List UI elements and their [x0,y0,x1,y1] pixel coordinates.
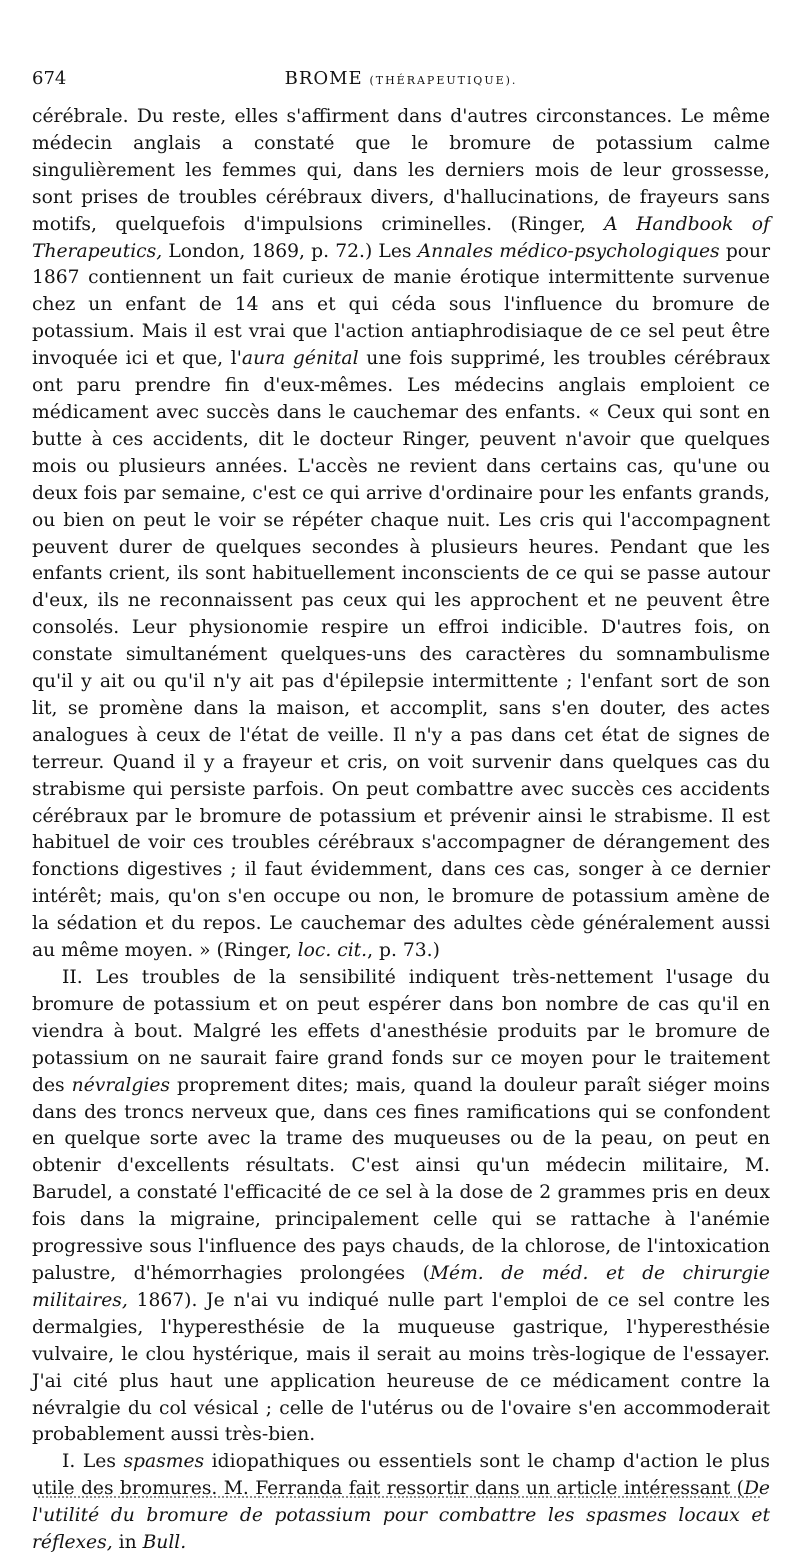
text-run: cérébrale. Du reste, elles s'affirment dans d'autres circonstances. Le même médecin anglais a constaté que le bromure de potassium calme singulièrement les femmes qui, dans les derniers mois de leur grossesse, sont prises de troubles cérébraux divers, d'hallucinations, de frayeurs sans motifs, quelquefois d'impulsions criminelles. (Ringer, [32,106,770,235]
italic-citation: Bull. [142,1532,187,1554]
running-head [32,64,770,96]
italic-term: aura génital [241,348,359,370]
italic-term: spasmes [123,1451,205,1473]
italic-term: névralgies [71,1074,170,1096]
page-number: 674 [32,68,67,89]
paragraph-sensibilite [32,965,770,1449]
italic-citation: Mém. de méd. et de chirurgie militaires, [32,1262,770,1311]
italic-citation: A Handbook of Therapeutics, [32,213,770,262]
footer-dotted-rule [38,1496,760,1498]
text-run: London, 1869, p. 72.) Les [162,240,418,262]
page-header [32,64,770,94]
paragraph-ringer-cerebral [32,104,770,965]
text-run: idiopathiques ou essentiels sont le champ d'action le plus utile des bromures. M. Ferranda fait ressortir dans un article intéressant ( [32,1451,770,1500]
text-run: proprement dites; mais, quand la douleur paraît siéger moins dans des troncs nerveux que, dans ces fines ramifications qui se confondent en quelque sorte avec la trame des muqueuses ou de la peau, on peut en obtenir d'excellents résultats. C'est ainsi qu'un médecin militaire, M. Barudel, a constaté l'efficacité de ce sel à la dose de 2 grammes pris en deux fois dans la migraine, principalement celle qui se rattache à l'anémie progressive sous l'influence des pays chauds, de la chlorose, de l'intoxication palustre, d'hémorrhagies prolongées ( [32,1074,770,1284]
text-run: I. Les [62,1451,124,1473]
paragraph-spasmes [32,1449,770,1557]
body-text [32,104,770,1557]
text-run: 1867). Je n'ai vu indiqué nulle part l'emploi de ce sel contre les dermalgies, l'hyperesthésie de la muqueuse gastrique, l'hyperesthésie vulvaire, le clou hystérique, mais il serait au moins très-logique de l'essayer. J'ai cité plus haut une application heureuse de ce médicament contre la névralgie du col vésical ; celle de l'utérus ou de l'ovaire s'en accommoderait probablement aussi très-bien. [32,1289,770,1446]
text-run: , p. 73.) [367,940,440,962]
text-run: pour 1867 contiennent un fait curieux de manie érotique intermittente survenue chez un enfant de 14 ans et qui céda sous l'influence du bromure de potassium. Mais il est vrai que l'action antiaphrodisiaque de ce sel peut être invoquée ici et que, l' [32,240,771,370]
italic-citation: loc. cit. [297,940,368,962]
italic-citation: De l'utilité du bromure de potassium pour combattre les spasmes locaux et réflexes, [32,1478,770,1554]
italic-citation: Annales médico-psychologiques [417,240,720,262]
running-title: BROME [284,68,363,89]
running-subtitle: (THÉRAPEUTIQUE). [369,74,518,87]
text-run: une fois supprimé, les troubles cérébraux ont paru prendre fin d'eux-mêmes. Les médecins anglais emploient ce médicament avec succès dans le cauchemar des enfants. « Ceux qui sont en butte à ces accidents, dit le docteur Ringer, peuvent n'avoir que quelques mois ou plusieurs années. L'accès ne revient dans certains cas, qu'une ou deux fois par semaine, c'est ce qui arrive d'ordinaire pour les enfants grands, ou bien on peut le voir se répéter chaque nuit. Les cris qui l'accompagnent peuvent durer de quelques secondes à plusieurs heures. Pendant que les enfants crient, ils sont habituellement inconscients de ce qui se passe autour d'eux, ils ne reconnaissent pas ceux qui les approchent et ne peuvent être consolés. Leur physionomie respire un effroi indicible. D'autres fois, on constate simultanément quelques-uns des caractères du somnambulisme qu'il y ait ou qu'il n'y ait pas d'épilepsie intermittente ; l'enfant sort de son lit, se promène dans la maison, et accomplit, sans s'en douter, des actes analogues à ceux de l'état de veille. Il n'y a pas dans cet état de signes de terreur. Quand il y a frayeur et cris, on voit survenir dans quelques cas du strabisme qui persiste parfois. On peut combattre avec succès ces accidents cérébraux par le bromure de potassium et prévenir ainsi le strabisme. Il est habituel de voir ces troubles cérébraux s'accompagner de dérangement des fonctions digestives ; il faut évidemment, dans ces cas, songer à ce dernier intérêt; mais, qu'on s'en occupe ou non, le bromure de potassium amène de la sédation et du repos. Le cauchemar des adultes cède généralement aussi au même moyen. » (Ringer, [32,348,770,962]
text-run: II. Les troubles de la sensibilité indiquent très-nettement l'usage du bromure de potassium et on peut espérer dans bon nombre de cas qu'il en viendra à bout. Malgré les effets d'anesthésie produits par le bromure de potassium on ne saurait faire grand fonds sur ce moyen pour le traitement des [32,967,770,1096]
text-run: in [112,1532,143,1554]
